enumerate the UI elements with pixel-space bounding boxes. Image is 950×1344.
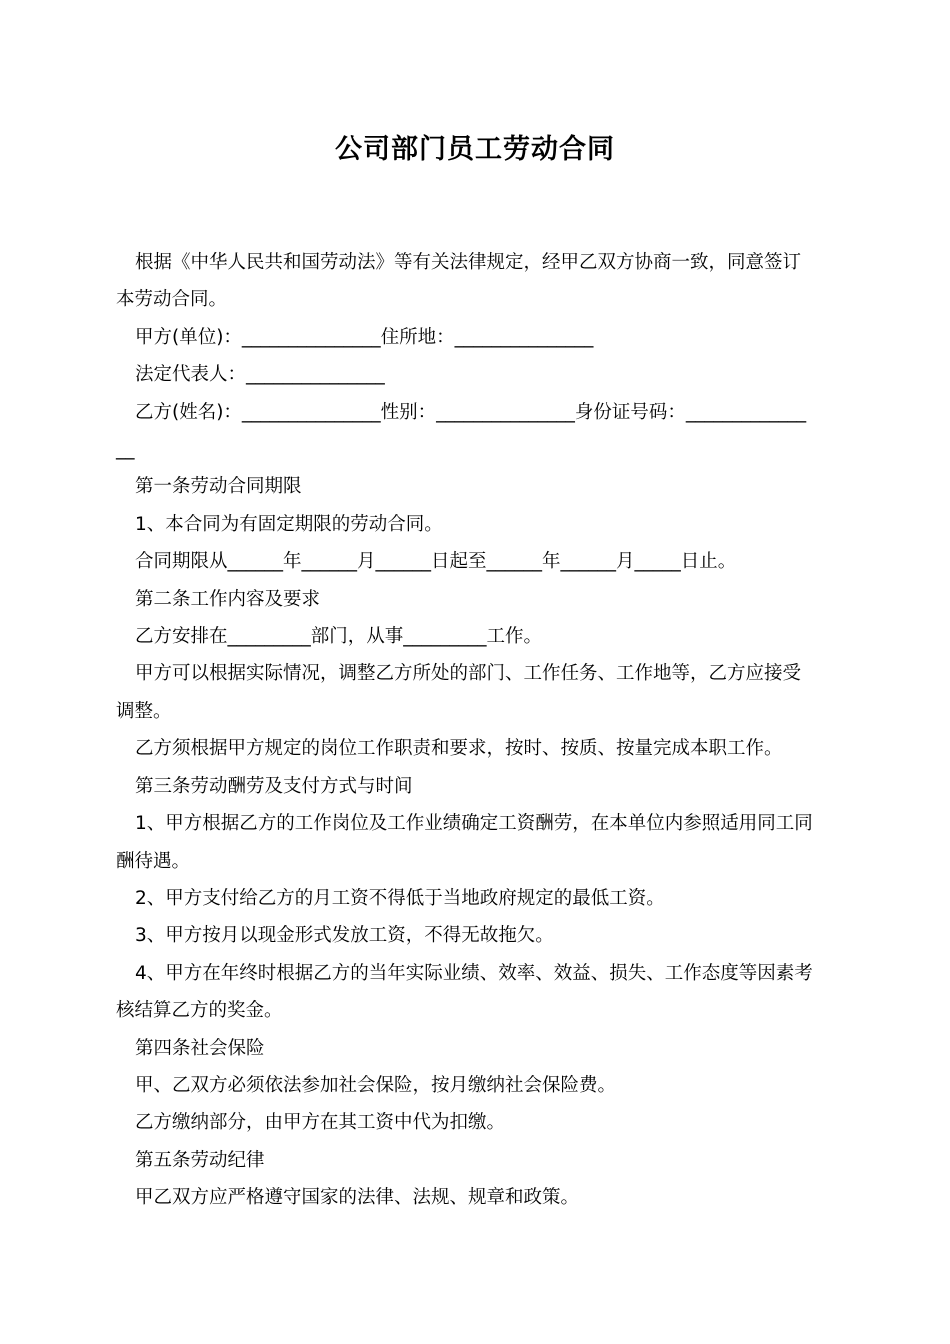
party-b-name-line: 乙方(姓名)：_______________性别：_______________身份证号码：_____________ — [135, 401, 807, 423]
legal-representative-line: 法定代表人：_______________ — [135, 364, 385, 386]
section-heading: 第三条劳动酬劳及支付方式与时间 — [135, 775, 413, 797]
clause-line: 甲、乙双方必须依法参加社会保险，按月缴纳社会保险费。 — [135, 1074, 617, 1096]
clause-line: 4、甲方在年终时根据乙方的当年实际业绩、效率、效益、损失、工作态度等因素考 — [135, 962, 813, 984]
clause-line: 1、甲方根据乙方的工作岗位及工作业绩确定工资酬劳，在本单位内参照适用同工同 — [135, 813, 813, 835]
clause-line-continued: 核结算乙方的奖金。 — [116, 1000, 283, 1022]
paragraph-line: 本劳动合同。 — [116, 289, 228, 311]
clause-line: 甲方可以根据实际情况，调整乙方所处的部门、工作任务、工作地等，乙方应接受 — [135, 663, 802, 685]
section-heading: 第五条劳动纪律 — [135, 1149, 265, 1171]
clause-line-continued: 酬待遇。 — [116, 850, 191, 872]
section-heading: 第一条劳动合同期限 — [135, 476, 302, 498]
contract-term-line: 合同期限从______年______月______日起至______年______月_____日止。 — [135, 551, 737, 573]
paragraph-line: 根据《中华人民共和国劳动法》等有关法律规定，经甲乙双方协商一致，同意签订 — [135, 252, 802, 273]
section-heading: 第二条工作内容及要求 — [135, 588, 321, 610]
clause-line: 3、甲方按月以现金形式发放工资，不得无故拖欠。 — [135, 925, 554, 947]
party-b-name-line-continued: __ — [116, 439, 135, 461]
document-body — [116, 244, 836, 1217]
party-a-unit-line: 甲方(单位)：_______________住所地：_______________ — [135, 326, 594, 348]
clause-line: 乙方安排在_________部门，从事_________工作。 — [135, 626, 543, 648]
document-title: 公司部门员工劳动合同 — [335, 134, 615, 165]
clause-line: 甲乙双方应严格遵守国家的法律、法规、规章和政策。 — [135, 1187, 580, 1209]
clause-line-continued: 调整。 — [116, 700, 172, 722]
clause-line: 乙方须根据甲方规定的岗位工作职责和要求，按时、按质、按量完成本职工作。 — [135, 738, 783, 760]
clause-line: 1、本合同为有固定期限的劳动合同。 — [135, 513, 443, 535]
section-heading: 第四条社会保险 — [135, 1037, 265, 1059]
clause-line: 乙方缴纳部分，由甲方在其工资中代为扣缴。 — [135, 1112, 506, 1134]
clause-line: 2、甲方支付给乙方的月工资不得低于当地政府规定的最低工资。 — [135, 887, 665, 909]
